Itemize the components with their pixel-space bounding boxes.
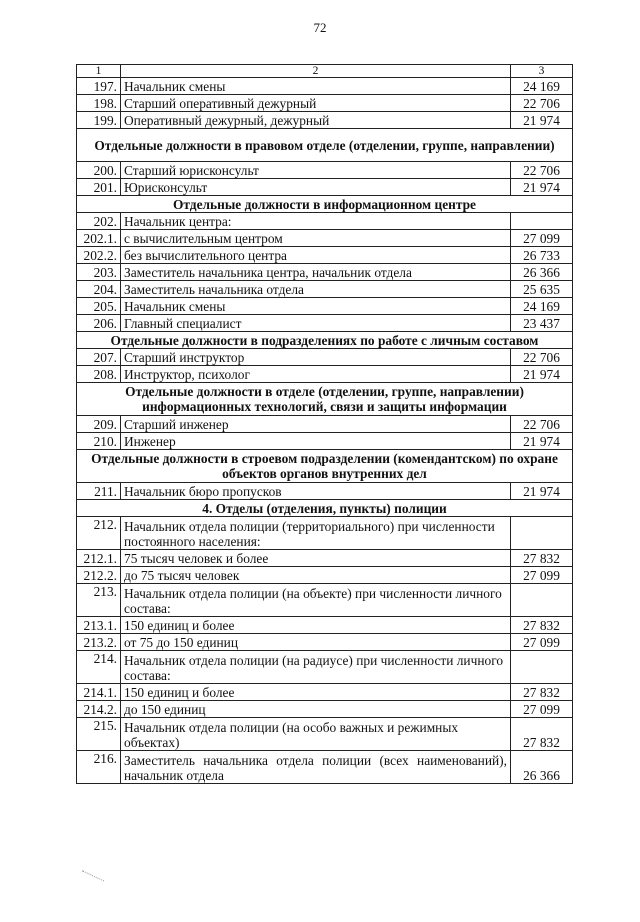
salary-value: 23 437 xyxy=(511,315,573,332)
salary-value: 27 099 xyxy=(511,230,573,247)
table-row xyxy=(77,751,573,784)
table-row xyxy=(77,179,573,196)
row-number: 213. xyxy=(77,584,121,617)
table-row xyxy=(77,213,573,230)
position-name: Заместитель начальника центра, начальник отдела xyxy=(121,264,511,281)
row-number: 202.2. xyxy=(77,247,121,264)
section-heading: Отдельные должности в отделе (отделении, группе, направлении) информационных технологий, связи и защиты информации xyxy=(77,383,573,416)
table-row xyxy=(77,634,573,651)
table-row xyxy=(77,112,573,129)
position-name: Старший оперативный дежурный xyxy=(121,95,511,112)
salary-table xyxy=(76,64,573,784)
position-name: Заместитель начальника отдела xyxy=(121,281,511,298)
position-name: Инженер xyxy=(121,433,511,450)
table-header-row xyxy=(77,65,573,78)
position-name: до 75 тысяч человек xyxy=(121,567,511,584)
row-number: 198. xyxy=(77,95,121,112)
row-number: 197. xyxy=(77,78,121,95)
salary-value: 21 974 xyxy=(511,366,573,383)
position-name: Юрисконсульт xyxy=(121,179,511,196)
salary-value xyxy=(511,584,573,617)
salary-value: 27 832 xyxy=(511,617,573,634)
row-number: 205. xyxy=(77,298,121,315)
section-heading-row xyxy=(77,450,573,483)
section-heading: Отдельные должности в информационном центре xyxy=(77,196,573,213)
position-name: Старший инструктор xyxy=(121,349,511,366)
section-heading-row xyxy=(77,332,573,349)
salary-value: 26 733 xyxy=(511,247,573,264)
row-number: 216. xyxy=(77,751,121,784)
salary-value: 27 832 xyxy=(511,718,573,751)
salary-value: 24 169 xyxy=(511,78,573,95)
position-name: Старший юрисконсульт xyxy=(121,162,511,179)
row-number: 214.1. xyxy=(77,684,121,701)
table-row xyxy=(77,517,573,550)
salary-value: 27 099 xyxy=(511,634,573,651)
table-row xyxy=(77,349,573,366)
row-number: 201. xyxy=(77,179,121,196)
row-number: 208. xyxy=(77,366,121,383)
page-number: 72 xyxy=(313,20,327,35)
salary-value: 21 974 xyxy=(511,179,573,196)
row-number: 214.2. xyxy=(77,701,121,718)
position-name: 75 тысяч человек и более xyxy=(121,550,511,567)
table-row xyxy=(77,718,573,751)
row-number: 212.1. xyxy=(77,550,121,567)
row-number: 211. xyxy=(77,483,121,500)
section-heading-row xyxy=(77,500,573,517)
salary-value: 22 706 xyxy=(511,162,573,179)
salary-value: 26 366 xyxy=(511,751,573,784)
salary-value: 21 974 xyxy=(511,112,573,129)
table-row xyxy=(77,247,573,264)
margin-mark xyxy=(82,858,110,882)
table-row xyxy=(77,162,573,179)
position-name: от 75 до 150 единиц xyxy=(121,634,511,651)
position-name: Старший инженер xyxy=(121,416,511,433)
table-row xyxy=(77,651,573,684)
row-number: 212. xyxy=(77,517,121,550)
table-row xyxy=(77,617,573,634)
table-row xyxy=(77,433,573,450)
position-name: Начальник отдела полиции (на объекте) при численности личного состава: xyxy=(121,584,511,617)
section-heading: 4. Отделы (отделения, пункты) полиции xyxy=(77,500,573,517)
salary-value: 27 832 xyxy=(511,550,573,567)
section-heading-row xyxy=(77,383,573,416)
row-number: 210. xyxy=(77,433,121,450)
position-name: Начальник смены xyxy=(121,298,511,315)
table-row xyxy=(77,684,573,701)
row-number: 202. xyxy=(77,213,121,230)
position-name: без вычислительного центра xyxy=(121,247,511,264)
position-name: Начальник центра: xyxy=(121,213,511,230)
table-row xyxy=(77,483,573,500)
row-number: 203. xyxy=(77,264,121,281)
header-col-3: 3 xyxy=(511,65,573,78)
table-row xyxy=(77,366,573,383)
salary-value xyxy=(511,651,573,684)
section-heading-row xyxy=(77,129,573,162)
position-name: Начальник отдела полиции (территориального) при численности постоянного населения: xyxy=(121,517,511,550)
salary-value: 21 974 xyxy=(511,433,573,450)
table-row xyxy=(77,550,573,567)
position-name: Инструктор, психолог xyxy=(121,366,511,383)
salary-value: 27 832 xyxy=(511,684,573,701)
table-row xyxy=(77,230,573,247)
table-row xyxy=(77,416,573,433)
position-name: до 150 единиц xyxy=(121,701,511,718)
row-number: 212.2. xyxy=(77,567,121,584)
header-col-1: 1 xyxy=(77,65,121,78)
position-name: Заместитель начальника отдела полиции (всех наименований), начальник отдела xyxy=(121,751,511,784)
section-heading: Отдельные должности в подразделениях по работе с личным составом xyxy=(77,332,573,349)
salary-value: 27 099 xyxy=(511,701,573,718)
salary-value: 24 169 xyxy=(511,298,573,315)
salary-value: 22 706 xyxy=(511,349,573,366)
table-row xyxy=(77,281,573,298)
row-number: 207. xyxy=(77,349,121,366)
row-number: 214. xyxy=(77,651,121,684)
section-heading: Отдельные должности в строевом подразделении (комендантском) по охране объектов органов внутренних дел xyxy=(77,450,573,483)
salary-value: 25 635 xyxy=(511,281,573,298)
table-row xyxy=(77,315,573,332)
salary-value: 26 366 xyxy=(511,264,573,281)
row-number: 209. xyxy=(77,416,121,433)
salary-value: 27 099 xyxy=(511,567,573,584)
salary-value xyxy=(511,517,573,550)
position-name: Главный специалист xyxy=(121,315,511,332)
position-name: Оперативный дежурный, дежурный xyxy=(121,112,511,129)
row-number: 213.1. xyxy=(77,617,121,634)
section-heading-row xyxy=(77,196,573,213)
row-number: 199. xyxy=(77,112,121,129)
table-row xyxy=(77,78,573,95)
position-name: Начальник отдела полиции (на радиусе) при численности личного состава: xyxy=(121,651,511,684)
table-row xyxy=(77,95,573,112)
position-name: Начальник смены xyxy=(121,78,511,95)
salary-value: 21 974 xyxy=(511,483,573,500)
row-number: 200. xyxy=(77,162,121,179)
position-name: Начальник бюро пропусков xyxy=(121,483,511,500)
position-name: с вычислительным центром xyxy=(121,230,511,247)
position-name: 150 единиц и более xyxy=(121,684,511,701)
section-heading: Отдельные должности в правовом отделе (отделении, группе, направлении) xyxy=(77,129,573,162)
table-row xyxy=(77,584,573,617)
table-row xyxy=(77,264,573,281)
row-number: 206. xyxy=(77,315,121,332)
row-number: 215. xyxy=(77,718,121,751)
salary-value xyxy=(511,213,573,230)
row-number: 202.1. xyxy=(77,230,121,247)
salary-value: 22 706 xyxy=(511,416,573,433)
table-row xyxy=(77,567,573,584)
table-row xyxy=(77,298,573,315)
header-col-2: 2 xyxy=(121,65,511,78)
row-number: 213.2. xyxy=(77,634,121,651)
position-name: Начальник отдела полиции (на особо важных и режимных объектах) xyxy=(121,718,511,751)
position-name: 150 единиц и более xyxy=(121,617,511,634)
row-number: 204. xyxy=(77,281,121,298)
salary-value: 22 706 xyxy=(511,95,573,112)
table-row xyxy=(77,701,573,718)
